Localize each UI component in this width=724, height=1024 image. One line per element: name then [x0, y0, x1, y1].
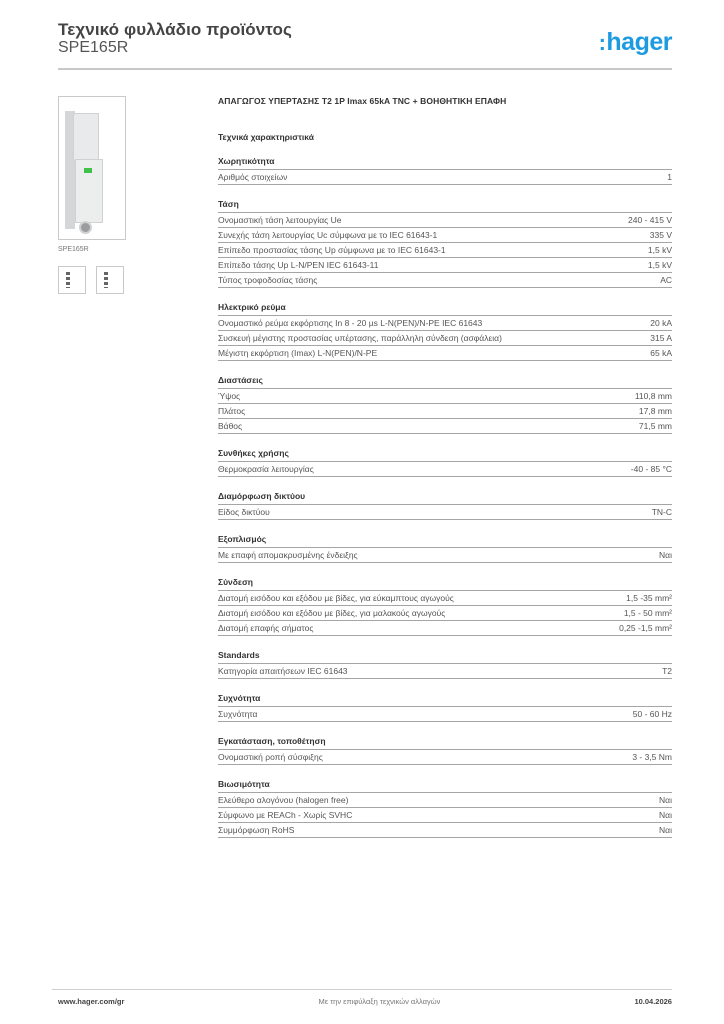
product-media [58, 96, 154, 294]
spec-group [218, 577, 672, 636]
spec-group-title: Βιωσιμότητα [218, 779, 672, 793]
spec-label: Κατηγορία απαιτήσεων IEC 61643 [218, 666, 348, 676]
spec-group [218, 779, 672, 838]
spec-label: Ονομαστικό ρεύμα εκφόρτισης In 8 - 20 µs L-N(PEN)/N-PE IEC 61643 [218, 318, 483, 328]
spec-row [218, 331, 672, 346]
spec-label: Ελεύθερο αλογόνου (halogen free) [218, 795, 349, 805]
spec-label: Πλάτος [218, 406, 246, 416]
spec-row [218, 170, 672, 185]
spec-group [218, 491, 672, 520]
spec-group [218, 156, 672, 185]
wiring-diagram-icon [104, 272, 108, 288]
spec-value: 20 kA [650, 318, 672, 328]
spec-group-title: Εγκατάσταση, τοποθέτηση [218, 736, 672, 750]
spec-value: 0,25 -1,5 mm² [619, 623, 672, 633]
spec-value: Ναι [659, 810, 672, 820]
spec-row [218, 273, 672, 288]
surge-arrester-illustration [65, 111, 103, 233]
spec-label: Διατομή εισόδου και εξόδου με βίδες, για μαλακούς αγωγούς [218, 608, 446, 618]
spec-value: 71,5 mm [638, 421, 672, 431]
page-header [58, 20, 672, 70]
spec-value: 17,8 mm [638, 406, 672, 416]
thumbnail-wiring-diagram-1[interactable] [58, 266, 86, 294]
section-heading: Τεχνικά χαρακτηριστικά [218, 132, 314, 142]
spec-row [218, 707, 672, 722]
spec-value: T2 [662, 666, 672, 676]
spec-group-title: Συχνότητα [218, 693, 672, 707]
spec-row [218, 404, 672, 419]
spec-value: 1 [667, 172, 672, 182]
spec-value: 315 A [650, 333, 672, 343]
spec-row [218, 228, 672, 243]
spec-value: 240 - 415 V [628, 215, 672, 225]
spec-label: Τύπος τροφοδοσίας τάσης [218, 275, 318, 285]
spec-group [218, 534, 672, 563]
terminal-screw-icon [79, 221, 92, 234]
thumbnail-list [58, 266, 154, 294]
spec-row [218, 621, 672, 636]
spec-label: Βάθος [218, 421, 243, 431]
spec-value: 3 - 3,5 Nm [632, 752, 672, 762]
spec-label: Σύμφωνο με REACh - Χωρίς SVHC [218, 810, 353, 820]
spec-value: -40 - 85 °C [630, 464, 672, 474]
spec-label: Ύψος [218, 391, 241, 401]
spec-label: Διατομή εισόδου και εξόδου με βίδες, για εύκαμπτους αγωγούς [218, 593, 454, 603]
spec-group-title: Τάση [218, 199, 672, 213]
spec-row [218, 664, 672, 679]
spec-group-title: Standards [218, 650, 672, 664]
spec-label: Μέγιστη εκφόρτιση (Imax) L-N(PEN)/N-PE [218, 348, 378, 358]
header-divider [58, 68, 672, 70]
spec-label: Επίπεδο τάσης Up L-N/PEN IEC 61643-11 [218, 260, 379, 270]
spec-group-title: Χωρητικότητα [218, 156, 672, 170]
spec-row [218, 346, 672, 361]
spec-value: Ναι [659, 825, 672, 835]
spec-group [218, 448, 672, 477]
spec-value: 335 V [649, 230, 672, 240]
spec-row [218, 462, 672, 477]
spec-value: 65 kA [650, 348, 672, 358]
spec-group-title: Διαμόρφωση δικτύου [218, 491, 672, 505]
hager-logo [599, 28, 672, 57]
spec-label: Επίπεδο προστασίας τάσης Up σύμφωνα με το IEC 61643-1 [218, 245, 446, 255]
spec-groups [218, 156, 672, 838]
status-indicator-icon [84, 168, 92, 173]
spec-group [218, 736, 672, 765]
spec-value: AC [660, 275, 672, 285]
spec-group [218, 650, 672, 679]
spec-row [218, 258, 672, 273]
spec-group-title: Ηλεκτρικό ρεύμα [218, 302, 672, 316]
spec-value: Ναι [659, 550, 672, 560]
spec-row [218, 823, 672, 838]
spec-label: Είδος δικτύου [218, 507, 270, 517]
spec-row [218, 808, 672, 823]
spec-label: Με επαφή απομακρυσμένης ένδειξης [218, 550, 358, 560]
spec-group-title: Συνθήκες χρήσης [218, 448, 672, 462]
spec-label: Συμμόρφωση RoHS [218, 825, 295, 835]
spec-row [218, 243, 672, 258]
spec-group [218, 693, 672, 722]
spec-row [218, 591, 672, 606]
spec-content [218, 96, 672, 838]
wiring-diagram-icon [66, 272, 70, 288]
logo-colon: : [598, 30, 606, 55]
spec-label: Θερμοκρασία λειτουργίας [218, 464, 314, 474]
spec-value: 1,5 kV [647, 245, 672, 255]
product-name: ΑΠΑΓΩΓΟΣ ΥΠΕΡΤΑΣΗΣ Τ2 1P Imax 65kA TNC + ΒΟΗΘΗΤΙΚΗ ΕΠΑΦΗ [218, 96, 507, 106]
spec-label: Ονομαστική τάση λειτουργίας Ue [218, 215, 342, 225]
thumbnail-wiring-diagram-2[interactable] [96, 266, 124, 294]
spec-row [218, 316, 672, 331]
spec-group [218, 375, 672, 434]
spec-value: TN-C [651, 507, 672, 517]
spec-label: Διατομή επαφής σήματος [218, 623, 314, 633]
spec-group [218, 199, 672, 288]
product-code: SPE165R [58, 39, 129, 56]
disclaimer: Με την επιφύλαξη τεχνικών αλλαγών [318, 997, 441, 1006]
spec-label: Συχνότητα [218, 709, 258, 719]
document-title: Τεχνικό φυλλάδιο προϊόντος [58, 20, 292, 39]
footer-divider [52, 989, 672, 990]
spec-value: 1,5 kV [647, 260, 672, 270]
spec-row [218, 389, 672, 404]
logo-text: hager [606, 28, 672, 56]
spec-group-title: Διαστάσεις [218, 375, 672, 389]
spec-row [218, 750, 672, 765]
spec-value: 110,8 mm [634, 391, 672, 401]
image-caption: SPE165R [58, 246, 89, 253]
spec-row [218, 793, 672, 808]
spec-value: Ναι [659, 795, 672, 805]
spec-label: Συνεχής τάση λειτουργίας Uc σύμφωνα με το IEC 61643-1 [218, 230, 438, 240]
product-image [58, 96, 126, 240]
spec-value: 1,5 -35 mm² [626, 593, 672, 603]
spec-row [218, 213, 672, 228]
spec-group [218, 302, 672, 361]
spec-value: 50 - 60 Hz [632, 709, 672, 719]
document-date: 10.04.2026 [634, 997, 672, 1006]
spec-row [218, 419, 672, 434]
spec-group-title: Εξοπλισμός [218, 534, 672, 548]
spec-value: 1,5 - 50 mm² [623, 608, 672, 618]
spec-row [218, 606, 672, 621]
spec-label: Συσκευή μέγιστης προστασίας υπέρτασης, παράλληλη σύνδεση (ασφάλεια) [218, 333, 502, 343]
page-footer [58, 997, 672, 1006]
spec-group-title: Σύνδεση [218, 577, 672, 591]
spec-label: Ονομαστική ροπή σύσφιξης [218, 752, 323, 762]
website-link[interactable]: www.hager.com/gr [58, 997, 125, 1006]
spec-row [218, 505, 672, 520]
spec-label: Αριθμός στοιχείων [218, 172, 288, 182]
spec-row [218, 548, 672, 563]
